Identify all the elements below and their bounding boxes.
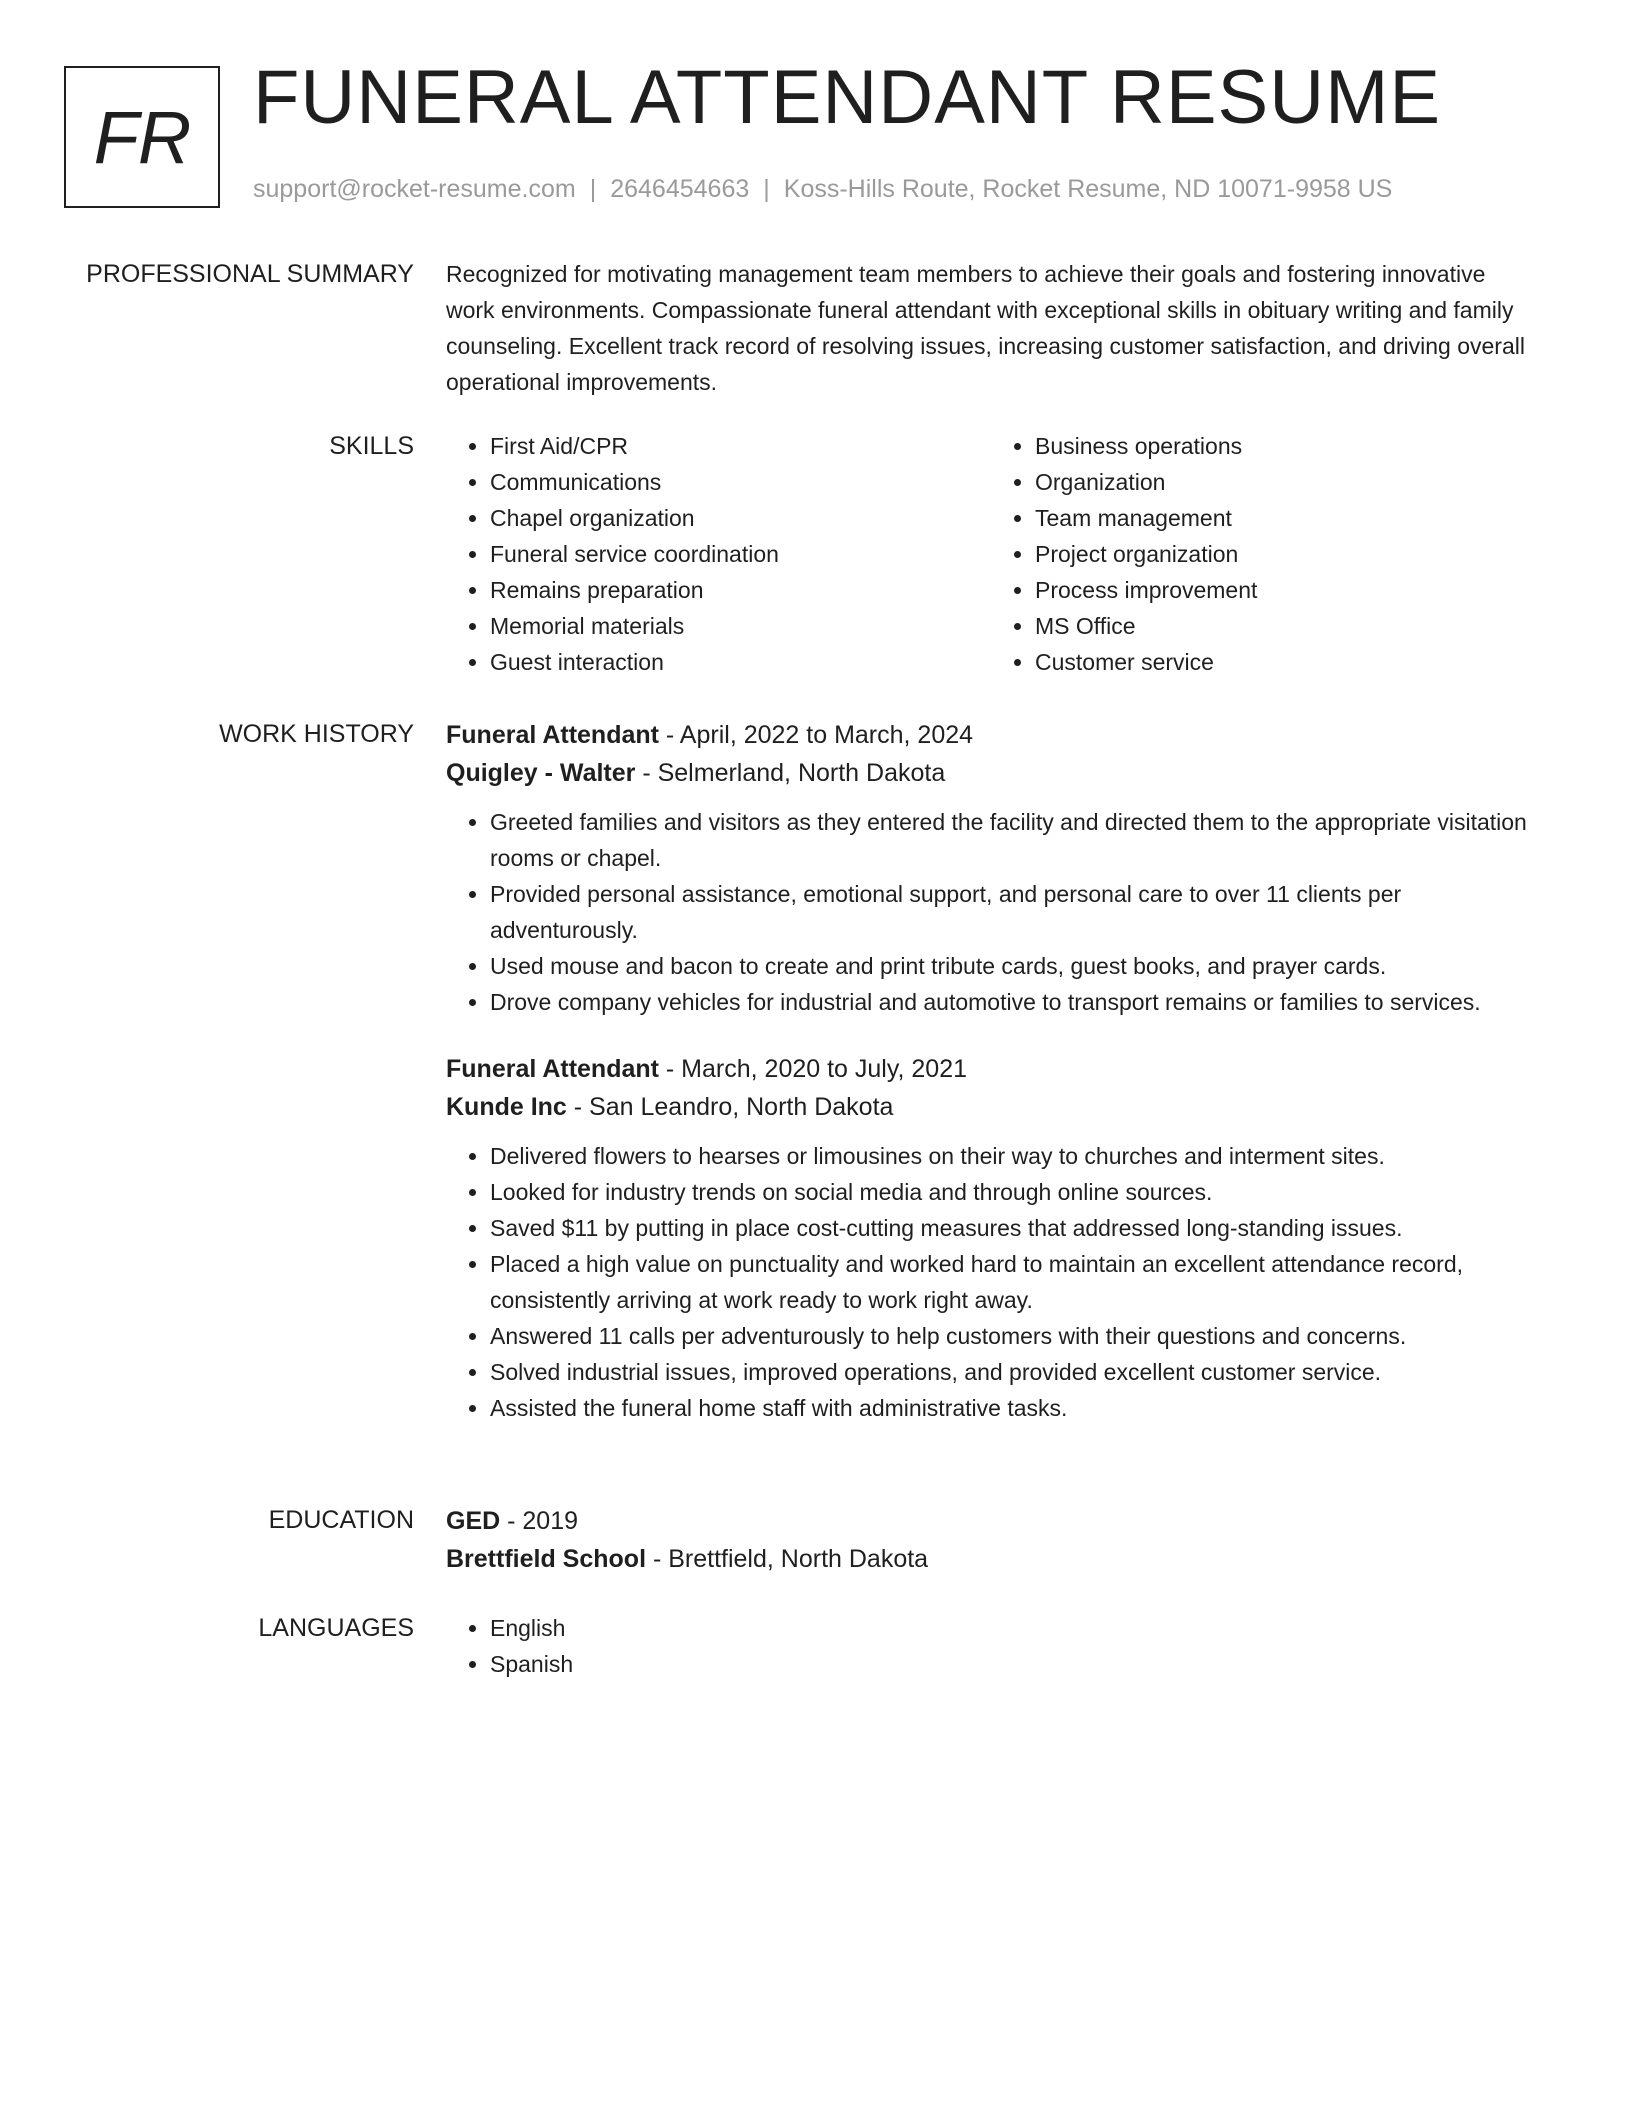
skills-list-left	[446, 428, 991, 680]
job-bullet: • Greeted families and visitors as they entered the facility and directed them to the appropriate visitation rooms or chapel.	[490, 804, 1536, 876]
job-bullet: • Delivered flowers to hearses or limousines on their way to churches and interment sites.	[490, 1138, 1536, 1174]
job-dates: - March, 2020 to July, 2021	[658, 1055, 968, 1083]
skill-item: • Chapel organization	[490, 500, 991, 536]
monogram-initials: FR	[93, 95, 191, 179]
job-bullet: • Answered 11 calls per adventurously to help customers with their questions and concerns.	[490, 1318, 1536, 1354]
section-label-work-history: WORK HISTORY	[219, 720, 414, 748]
skill-item: • Guest interaction	[490, 644, 991, 680]
job-entry	[446, 716, 1536, 1020]
education-degree: GED	[446, 1507, 501, 1535]
job-bullet: • Placed a high value on punctuality and worked hard to maintain an excellent attendance record, consistently arriving at work ready to work right away.	[490, 1246, 1536, 1318]
summary-text: Recognized for motivating management team members to achieve their goals and fostering innovative work environments. Compassionate funeral attendant with exceptional skills in obituary writing and family counseling. Excellent track record of resolving issues, increasing customer satisfaction, and driving overall operational improvements.	[446, 261, 1525, 395]
job-location: - Selmerland, North Dakota	[635, 759, 946, 787]
contact-phone: 2646454663	[610, 175, 750, 203]
job-title: Funeral Attendant	[446, 1055, 659, 1083]
job-bullet: • Drove company vehicles for industrial and automotive to transport remains or families to services.	[490, 984, 1536, 1020]
section-label-skills: SKILLS	[329, 432, 414, 460]
job-bullet: • Solved industrial issues, improved operations, and provided excellent customer service.	[490, 1354, 1536, 1390]
education-year: - 2019	[500, 1507, 579, 1535]
language-item: • Spanish	[490, 1646, 1536, 1682]
contact-line	[253, 172, 1392, 207]
job-company-line	[446, 754, 1536, 792]
job-company: Quigley - Walter	[446, 759, 636, 787]
job-company-line	[446, 1088, 1536, 1126]
education-school-line	[446, 1540, 1536, 1578]
skill-item: • Memorial materials	[490, 608, 991, 644]
job-title-line	[446, 1050, 1536, 1088]
languages-list	[446, 1610, 1536, 1682]
skill-item: • Project organization	[1035, 536, 1536, 572]
skill-item: • First Aid/CPR	[490, 428, 991, 464]
language-item: • English	[490, 1610, 1536, 1646]
summary-body	[446, 256, 1536, 400]
skill-item: • MS Office	[1035, 608, 1536, 644]
job-bullets	[446, 1138, 1536, 1426]
job-title-line	[446, 716, 1536, 754]
skill-item: • Team management	[1035, 500, 1536, 536]
contact-email: support@rocket-resume.com	[253, 175, 576, 203]
job-title: Funeral Attendant	[446, 721, 659, 749]
job-bullet: • Provided personal assistance, emotional support, and personal care to over 11 clients per adventurously.	[490, 876, 1536, 948]
skill-item: • Funeral service coordination	[490, 536, 991, 572]
education-school: Brettfield School	[446, 1545, 647, 1573]
job-dates: - April, 2022 to March, 2024	[658, 721, 974, 749]
education-location: - Brettfield, North Dakota	[646, 1545, 929, 1573]
skills-column-left	[446, 428, 991, 680]
job-company: Kunde Inc	[446, 1093, 567, 1121]
job-bullet: • Looked for industry trends on social media and through online sources.	[490, 1174, 1536, 1210]
job-bullet: • Assisted the funeral home staff with administrative tasks.	[490, 1390, 1536, 1426]
monogram-box	[64, 66, 220, 208]
work-history-body	[446, 716, 1536, 1456]
job-location: - San Leandro, North Dakota	[566, 1093, 894, 1121]
section-label-education: EDUCATION	[268, 1506, 414, 1534]
resume-title: FUNERAL ATTENDANT RESUME	[253, 55, 1442, 140]
job-entry	[446, 1050, 1536, 1426]
contact-separator: |	[589, 175, 597, 203]
contact-address: Koss-Hills Route, Rocket Resume, ND 10071-9958 US	[783, 175, 1393, 203]
skill-item: • Communications	[490, 464, 991, 500]
skill-item: • Customer service	[1035, 644, 1536, 680]
section-label-languages: LANGUAGES	[258, 1614, 414, 1642]
skill-item: • Business operations	[1035, 428, 1536, 464]
job-bullet: • Used mouse and bacon to create and print tribute cards, guest books, and prayer cards.	[490, 948, 1536, 984]
skills-list-right	[991, 428, 1536, 680]
languages-body	[446, 1610, 1536, 1682]
skills-grid	[446, 428, 1536, 680]
skills-column-right	[991, 428, 1536, 680]
contact-separator: |	[763, 175, 770, 203]
education-body	[446, 1502, 1536, 1578]
job-bullet: • Saved $11 by putting in place cost-cutting measures that addressed long-standing issues.	[490, 1210, 1536, 1246]
job-bullets	[446, 804, 1536, 1020]
skill-item: • Remains preparation	[490, 572, 991, 608]
education-degree-line	[446, 1502, 1536, 1540]
section-label-summary: PROFESSIONAL SUMMARY	[86, 260, 414, 288]
skill-item: • Organization	[1035, 464, 1536, 500]
skills-body	[446, 428, 1536, 680]
skill-item: • Process improvement	[1035, 572, 1536, 608]
